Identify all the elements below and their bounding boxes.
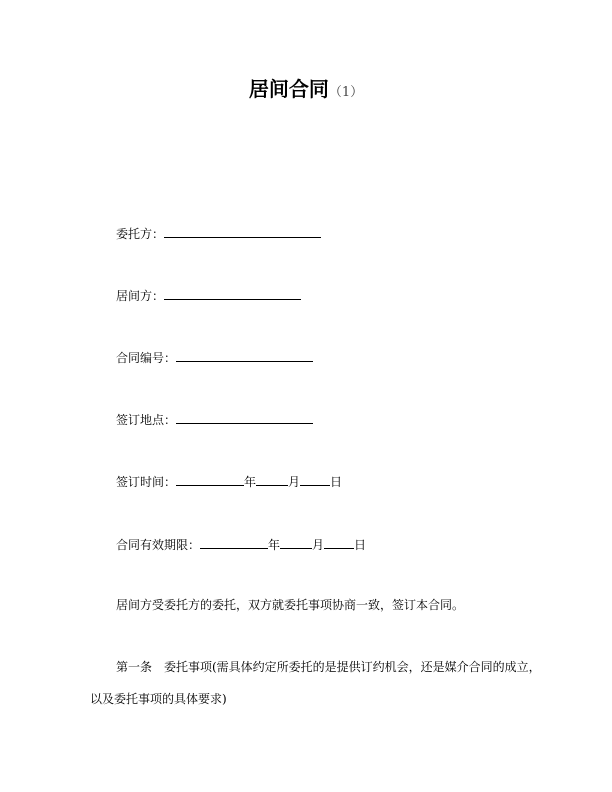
client-blank[interactable]: [164, 224, 321, 238]
validity-day-blank[interactable]: [324, 535, 354, 549]
validity-month-blank[interactable]: [280, 535, 312, 549]
sign-year-blank[interactable]: [176, 472, 244, 486]
title-text: 居间合同: [248, 77, 329, 101]
document-title: [0, 73, 612, 102]
sign-month-unit: 月: [288, 475, 301, 489]
sign-year-unit: 年: [244, 475, 257, 489]
validity-year-unit: 年: [268, 538, 281, 552]
sign-place-field: [116, 410, 313, 428]
contract-number-label: 合同编号：: [116, 351, 177, 365]
validity-field: [116, 535, 366, 553]
article-1-line-2: 以及委托事项的具体要求): [90, 692, 227, 706]
sign-time-field: [116, 472, 342, 490]
title-suffix: （1）: [328, 85, 364, 100]
article-1-line-1: 第一条 委托事项(需具体约定所委托的是提供订约机会，还是媒介合同的成立，: [116, 660, 541, 674]
intermediary-label: 居间方：: [116, 289, 165, 303]
sign-place-label: 签订地点：: [116, 413, 177, 427]
contract-number-blank[interactable]: [176, 348, 313, 362]
sign-time-label: 签订时间：: [116, 475, 177, 489]
sign-day-blank[interactable]: [300, 472, 330, 486]
client-field: [116, 224, 321, 242]
intro-paragraph: 居间方受委托方的委托，双方就委托事项协商一致，签订本合同。: [116, 598, 465, 612]
client-label: 委托方：: [116, 227, 165, 241]
validity-label: 合同有效期限：: [116, 538, 201, 552]
validity-year-blank[interactable]: [200, 535, 268, 549]
sign-month-blank[interactable]: [256, 472, 288, 486]
sign-day-unit: 日: [330, 475, 343, 489]
validity-day-unit: 日: [354, 538, 367, 552]
sign-place-blank[interactable]: [176, 410, 313, 424]
contract-number-field: [116, 348, 313, 366]
intermediary-blank[interactable]: [164, 286, 301, 300]
intermediary-field: [116, 286, 301, 304]
validity-month-unit: 月: [312, 538, 325, 552]
